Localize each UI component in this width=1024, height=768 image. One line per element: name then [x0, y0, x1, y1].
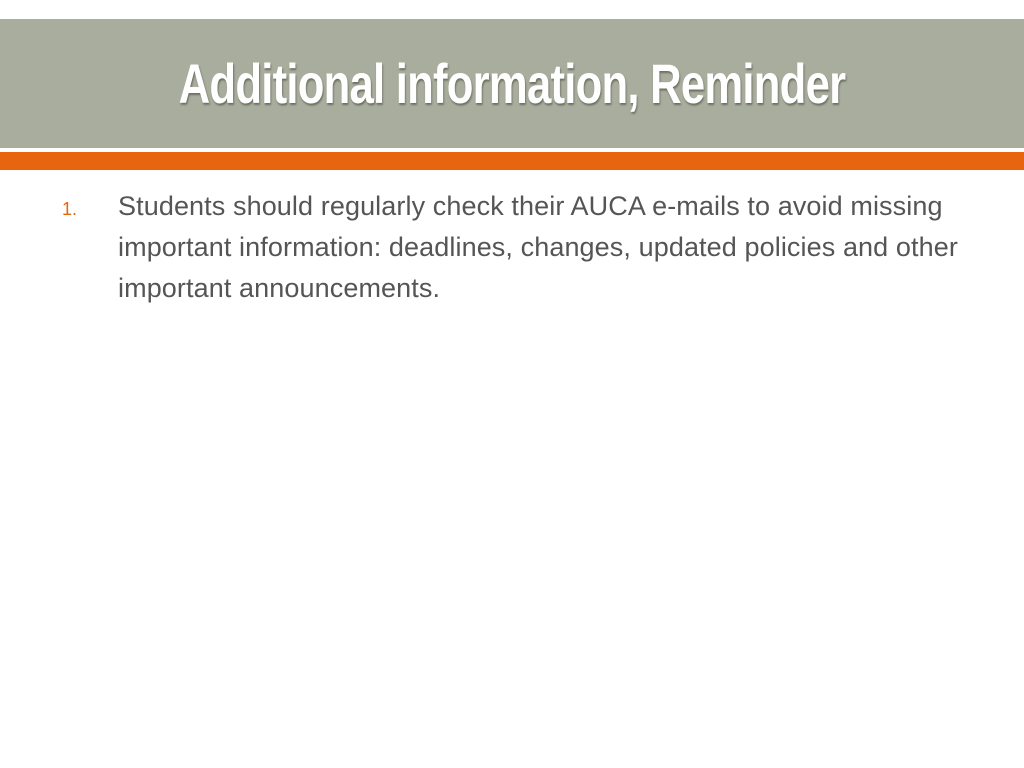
- slide-title: Additional information, Reminder: [178, 51, 846, 115]
- accent-divider-bar: [0, 152, 1024, 170]
- list-item: [0, 186, 1024, 309]
- list-item-number: 1.: [62, 199, 78, 219]
- list-item-text: Students should regularly check their AUCA e-mails to avoid missing important information: deadlines, changes, updated policies and other important announcements.: [118, 191, 958, 303]
- slide-content: [0, 186, 1024, 309]
- title-band: [0, 19, 1024, 148]
